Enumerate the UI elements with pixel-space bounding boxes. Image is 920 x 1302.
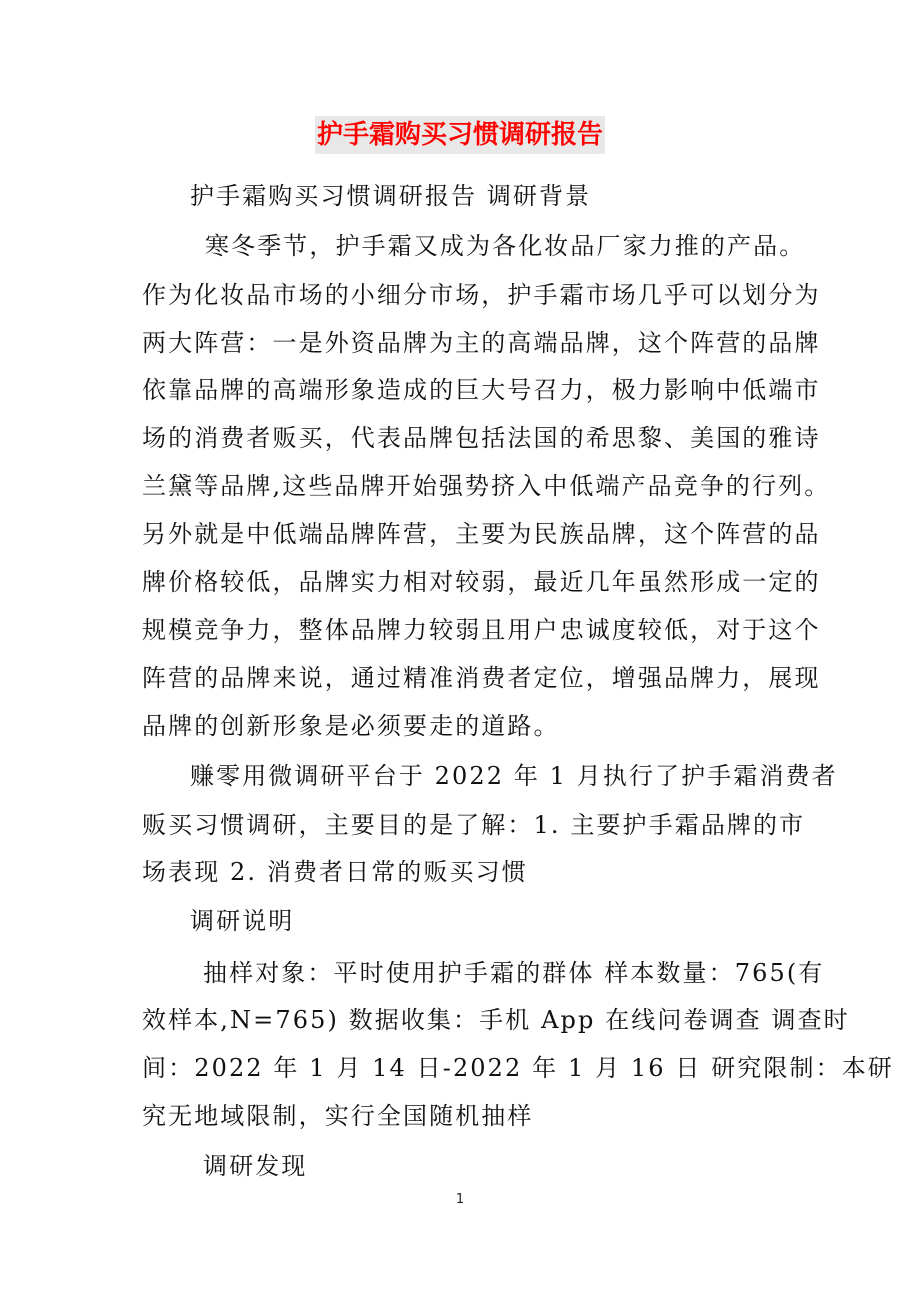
text-line-6: 场的消费者贩买，代表品牌包括法国的希思黎、美国的雅诗	[142, 424, 821, 452]
text-line-3: 作为化妆品市场的小细分市场，护手霜市场几乎可以划分为	[142, 281, 821, 309]
text-line-9: 牌价格较低，品牌实力相对较弱，最近几年虽然形成一定的	[142, 568, 821, 596]
text-line-5: 依靠品牌的高端形象造成的巨大号召力，极力影响中低端市	[142, 376, 821, 404]
text-line-1: 护手霜购买习惯调研报告 调研背景	[190, 182, 592, 210]
text-line-19: 间：2022 年 1 月 14 日-2022 年 1 月 16 日 研究限制：本研	[142, 1054, 894, 1082]
section-heading-survey-findings: 调研发现	[203, 1152, 308, 1180]
text-line-11: 阵营的品牌来说，通过精准消费者定位，增强品牌力，展现	[142, 664, 821, 692]
text-line-18: 效样本,N=765) 数据收集：手机 App 在线问卷调查 调查时	[142, 1006, 850, 1034]
text-line-20: 究无地域限制，实行全国随机抽样	[142, 1102, 534, 1130]
text-line-7: 兰黛等品牌,这些品牌开始强势挤入中低端产品竞争的行列。	[142, 472, 831, 500]
text-line-10: 规模竞争力，整体品牌力较弱且用户忠诚度较低，对于这个	[142, 616, 821, 644]
text-line-8: 另外就是中低端品牌阵营，主要为民族品牌，这个阵营的品	[142, 520, 821, 548]
text-line-12: 品牌的创新形象是必须要走的道路。	[142, 712, 560, 740]
text-line-14: 贩买习惯调研，主要目的是了解：1. 主要护手霜品牌的市	[142, 811, 806, 839]
document-title-wrapper	[0, 116, 920, 154]
section-heading-survey-notes: 调研说明	[190, 907, 295, 935]
text-line-2: 寒冬季节，护手霜又成为各化妆品厂家力推的产品。	[205, 232, 806, 260]
text-line-15: 场表现 2. 消费者日常的贩买习惯	[142, 858, 528, 886]
document-title: 护手霜购买习惯调研报告	[315, 116, 605, 154]
text-line-13: 赚零用微调研平台于 2022 年 1 月执行了护手霜消费者	[190, 762, 838, 790]
page-number: 1	[455, 1192, 465, 1207]
text-line-17: 抽样对象：平时使用护手霜的群体 样本数量：765(有	[203, 959, 825, 987]
text-line-4: 两大阵营：一是外资品牌为主的高端品牌，这个阵营的品牌	[142, 329, 821, 357]
